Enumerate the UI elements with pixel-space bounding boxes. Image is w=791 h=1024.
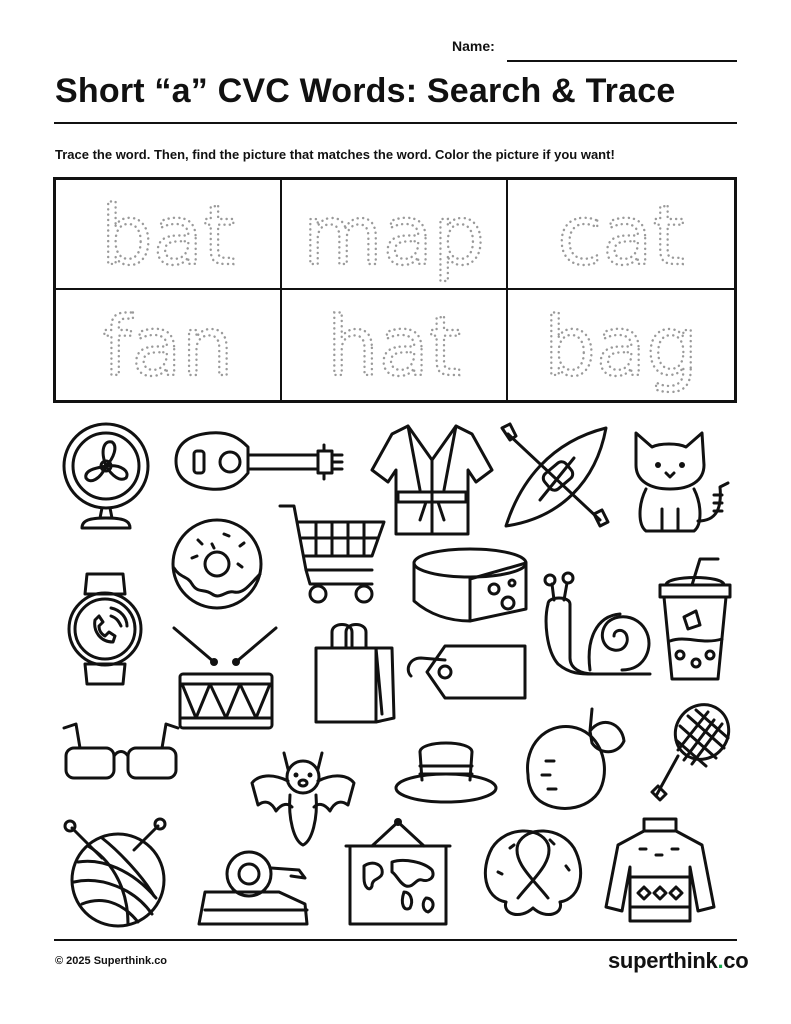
donut-icon[interactable] — [168, 518, 266, 610]
lemon-icon[interactable] — [520, 705, 628, 817]
bubble-tea-icon[interactable] — [656, 555, 734, 685]
trace-word: bat — [100, 189, 236, 284]
drum-icon[interactable] — [168, 622, 282, 732]
trace-word: hat — [326, 300, 462, 395]
bat-icon[interactable] — [248, 745, 358, 849]
tennis-racket-icon[interactable] — [648, 700, 734, 808]
hat-icon[interactable] — [392, 736, 500, 806]
pretzel-icon[interactable] — [480, 822, 586, 922]
trace-word: bag — [543, 300, 699, 395]
snail-icon[interactable] — [540, 570, 655, 680]
instructions-text: Trace the word. Then, find the picture that matches the word. Color the picture if you want! — [55, 147, 615, 162]
brand-tld: co — [723, 948, 749, 973]
trace-word: map — [302, 189, 486, 284]
shopping-bag-icon[interactable] — [312, 618, 398, 726]
smartwatch-icon[interactable] — [65, 570, 145, 688]
worksheet-title: Short “a” CVC Words: Search & Trace — [55, 72, 676, 110]
map-icon[interactable] — [344, 818, 452, 930]
cheese-icon[interactable] — [410, 545, 530, 627]
copyright-text: © 2025 Superthink.co — [55, 955, 168, 967]
yarn-ball-icon[interactable] — [58, 818, 170, 930]
trace-word: fan — [102, 300, 234, 395]
kayak-icon[interactable] — [500, 422, 612, 532]
cat-icon[interactable] — [624, 425, 732, 535]
tape-dispenser-icon[interactable] — [195, 848, 311, 930]
price-tag-icon[interactable] — [405, 642, 530, 702]
name-label: Name: — [452, 38, 495, 54]
trace-word: cat — [557, 189, 685, 284]
brand-logo[interactable] — [608, 948, 748, 974]
guitar-icon[interactable] — [170, 425, 350, 500]
brand-main: superthink — [608, 948, 718, 973]
footer-divider — [54, 939, 737, 941]
sweater-icon[interactable] — [600, 815, 720, 927]
shopping-cart-icon[interactable] — [276, 500, 388, 608]
glasses-icon[interactable] — [60, 722, 182, 786]
fan-icon[interactable] — [60, 420, 152, 532]
brand-dot: . — [717, 948, 724, 973]
